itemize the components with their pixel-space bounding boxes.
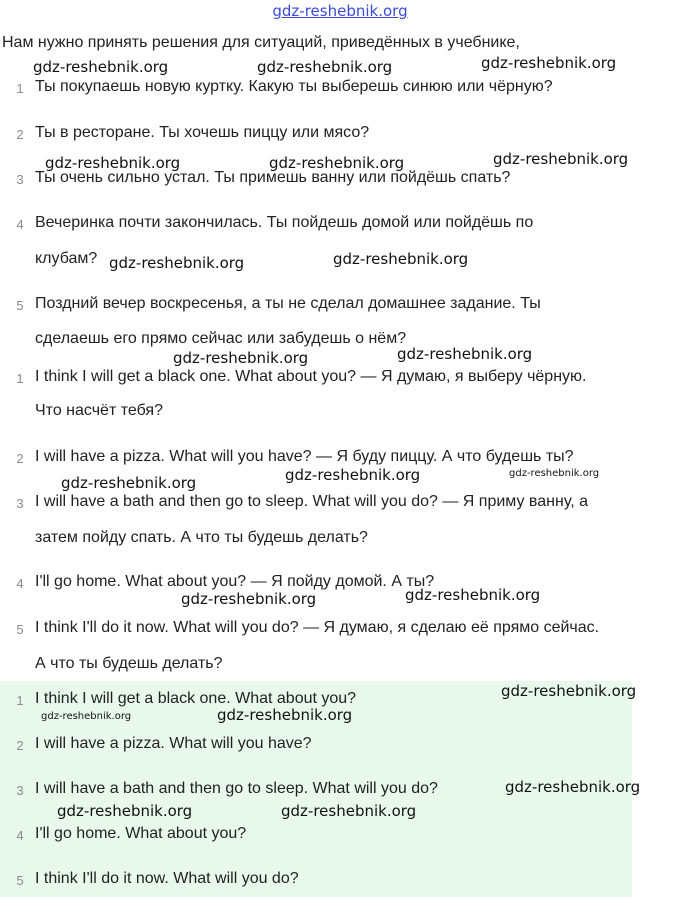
watermark-text: gdz-reshebnik.org [217, 706, 353, 724]
watermark-text: gdz-reshebnik.org [405, 586, 541, 604]
item-text: I will have a bath and then go to sleep. What will you do? [35, 780, 438, 797]
watermark-text: gdz-reshebnik.org [481, 54, 617, 72]
item-text: I think I'll do it now. What will you do? — Я думаю, я сделаю её прямо сейчас. [35, 619, 600, 636]
item-number: 4 [16, 217, 24, 232]
item-number: 4 [16, 828, 24, 843]
item-text: Поздний вечер воскресенья, а ты не сделал домашнее задание. Ты [35, 295, 541, 312]
item-number: 3 [16, 496, 24, 511]
item-number: 3 [16, 172, 24, 187]
item-text: затем пойду спать. А что ты будешь делать? [35, 529, 368, 546]
watermark-text: gdz-reshebnik.org [173, 349, 309, 367]
watermark-text: gdz-reshebnik.org [397, 345, 533, 363]
watermark-text: gdz-reshebnik.org [333, 250, 469, 268]
item-text: I will have a pizza. What will you have? [35, 735, 312, 752]
item-number: 2 [16, 127, 24, 142]
item-text: I will have a pizza. What will you have? — Я буду пиццу. А что будешь ты? [35, 448, 574, 465]
item-number: 1 [16, 371, 24, 386]
item-text: I'll go home. What about you? — Я пойду домой. А ты? [35, 573, 435, 590]
watermark-text: gdz-reshebnik.org [493, 150, 629, 168]
item-number: 5 [16, 622, 24, 637]
watermark-text: gdz-reshebnik.org [45, 154, 181, 172]
watermark-text: gdz-reshebnik.org [61, 474, 197, 492]
item-number: 4 [16, 576, 24, 591]
watermark-text: gdz-reshebnik.org [33, 58, 169, 76]
item-text: Вечеринка почти закончилась. Ты пойдешь домой или пойдёшь по [35, 214, 534, 231]
watermark-text: gdz-reshebnik.org [41, 711, 132, 722]
item-text: Ты покупаешь новую куртку. Какую ты выберешь синюю или чёрную? [35, 78, 553, 95]
item-text: I will have a bath and then go to sleep. What will you do? — Я приму ванну, а [35, 493, 589, 510]
watermark-text: gdz-reshebnik.org [269, 154, 405, 172]
item-text: клубам? [35, 250, 98, 267]
item-number: 5 [16, 873, 24, 888]
site-link[interactable]: gdz-reshebnik.org [272, 2, 408, 20]
watermark-text: gdz-reshebnik.org [57, 802, 193, 820]
watermark-text: gdz-reshebnik.org [181, 590, 317, 608]
item-text: Ты очень сильно устал. Ты примешь ванну или пойдёшь спать? [35, 169, 511, 186]
item-text: I'll go home. What about you? [35, 825, 247, 842]
watermark-text: gdz-reshebnik.org [505, 778, 641, 796]
item-number: 1 [16, 693, 24, 708]
item-text: I think I will get a black one. What about you? — Я думаю, я выберу чёрную. [35, 368, 587, 385]
item-text: А что ты будешь делать? [35, 655, 223, 672]
watermark-text: gdz-reshebnik.org [285, 466, 421, 484]
item-number: 2 [16, 451, 24, 466]
item-number: 1 [16, 81, 24, 96]
watermark-text: gdz-reshebnik.org [281, 802, 417, 820]
watermark-text: gdz-reshebnik.org [257, 58, 393, 76]
item-text: Что насчёт тебя? [35, 402, 163, 419]
item-number: 3 [16, 783, 24, 798]
item-text: I think I'll do it now. What will you do? [35, 870, 299, 887]
watermark-text: gdz-reshebnik.org [501, 682, 637, 700]
item-number: 2 [16, 738, 24, 753]
item-number: 5 [16, 298, 24, 313]
watermark-text: gdz-reshebnik.org [109, 254, 245, 272]
watermark-text: gdz-reshebnik.org [509, 468, 600, 479]
intro-text: Нам нужно принять решения для ситуаций, приведённых в учебнике, [2, 34, 520, 51]
item-text: сделаешь его прямо сейчас или забудешь о нём? [35, 330, 407, 347]
item-text: I think I will get a black one. What about you? [35, 690, 357, 707]
item-text: Ты в ресторане. Ты хочешь пиццу или мясо? [35, 124, 370, 141]
